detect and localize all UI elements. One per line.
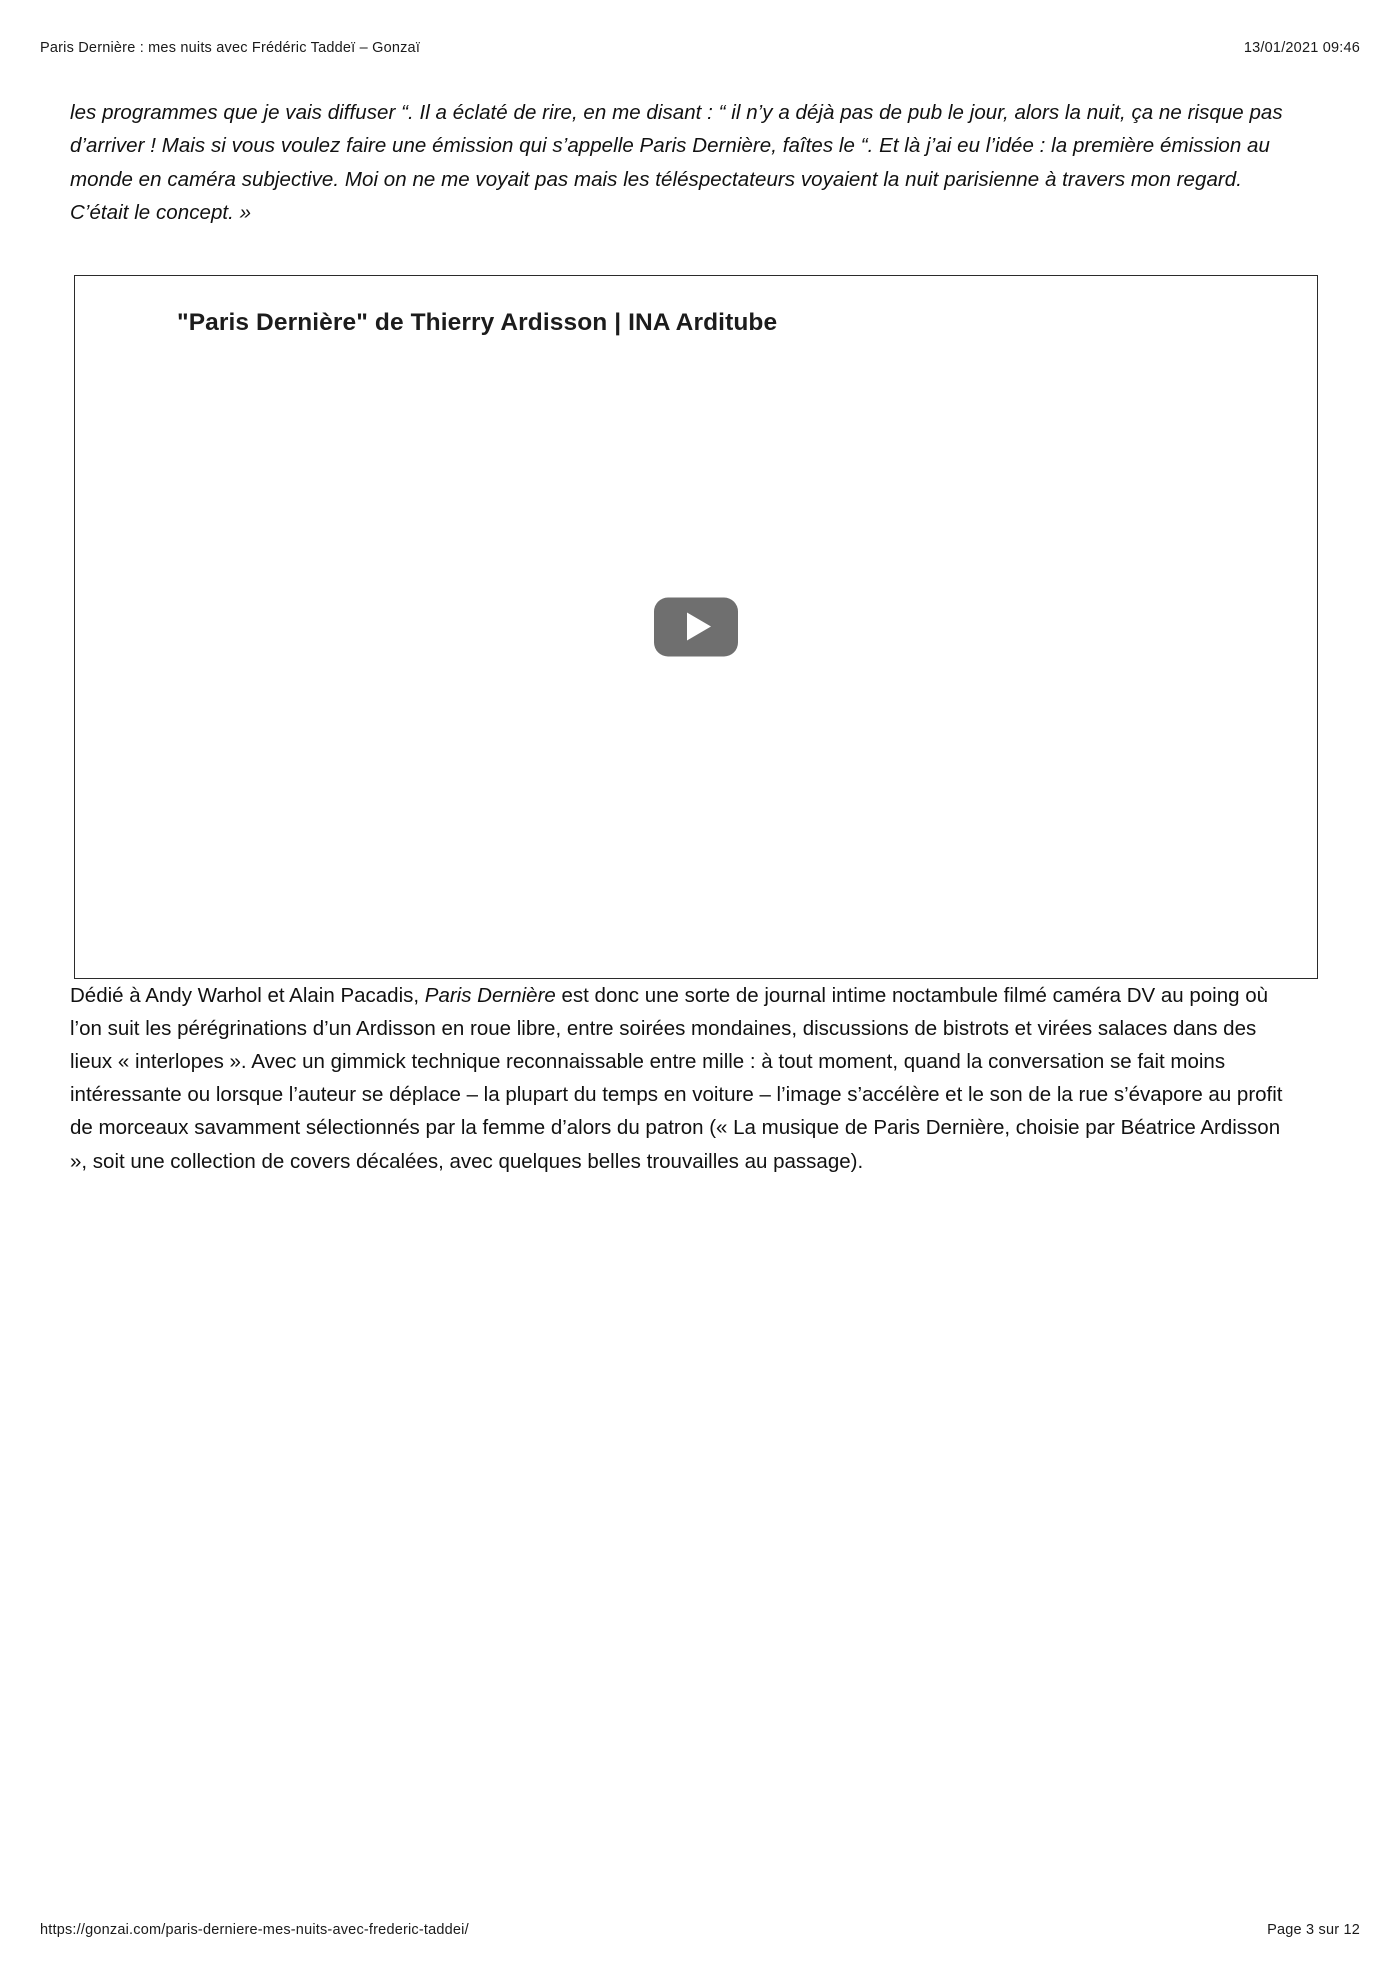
paragraph-part-2: est donc une sorte de journal intime noctambule filmé caméra DV au poing où l’on suit les pérégrinations d’un Ardisson en roue libre, entre soirées mondaines, discussions de bistrots et virées salaces dans des lieux « interlopes ». Avec un gimmick technique reconnaissable entre mille : à tout moment, quand la conversation se fait moins intéressante ou lorsque l’auteur se déplace – la plupart du temps en voiture – l’image s’accélère et le son de la rue s’évapore au profit de morceaux savamment sélectionnés par la femme d’alors du patron (« La musique de Paris Dernière, choisie par Béatrice Ardisson », soit une collection de covers décalées, avec quelques belles trouvailles au passage). xyxy=(70,983,1283,1173)
paragraph-part-1: Dédié à Andy Warhol et Alain Pacadis, xyxy=(70,983,425,1007)
video-embed[interactable] xyxy=(74,275,1318,979)
page-content xyxy=(70,96,1330,1178)
play-triangle-shape xyxy=(687,613,711,641)
paragraph-after-video xyxy=(70,979,1302,1178)
play-icon[interactable] xyxy=(654,597,738,656)
video-title: "Paris Dernière" de Thierry Ardisson | INA Arditube xyxy=(177,308,778,336)
quote-paragraph: les programmes que je vais diffuser “. Il a éclaté de rire, en me disant : “ il n’y a déjà pas de pub le jour, alors la nuit, ça ne risque pas d’arriver ! Mais si vous voulez faire une émission qui s’appelle Paris Dernière, faîtes le “. Et là j’ai eu l’idée : la première émission au monde en caméra subjective. Moi on ne me voyait pas mais les téléspectateurs voyaient la nuit parisienne à travers mon regard. C’était le concept. » xyxy=(70,101,1283,225)
paragraph-italic-title: Paris Dernière xyxy=(424,983,556,1007)
footer-url[interactable]: https://gonzai.com/paris-derniere-mes-nuits-avec-frederic-taddei/ xyxy=(40,1922,469,1938)
header-timestamp: 13/01/2021 09:46 xyxy=(1243,40,1360,56)
footer-page-number: Page 3 sur 12 xyxy=(1267,1922,1360,1938)
page-footer xyxy=(40,1922,1360,1938)
page-header xyxy=(40,40,1360,56)
header-title: Paris Dernière : mes nuits avec Frédéric Taddeï – Gonzaï xyxy=(40,40,421,56)
